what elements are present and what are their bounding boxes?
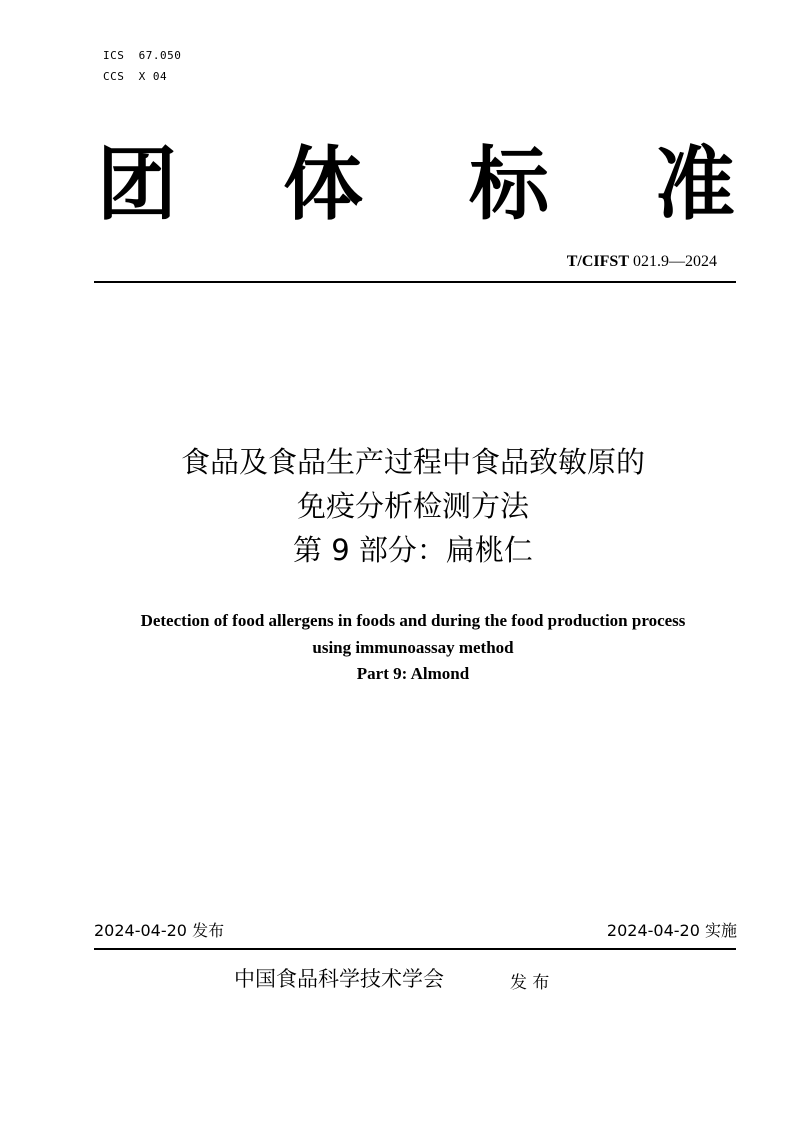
standard-prefix: T/CIFST	[566, 253, 629, 270]
title-en-line-1: Detection of food allergens in foods and during the food production process	[140, 611, 686, 630]
publisher-label: 发 布	[510, 973, 550, 993]
title-zh-line-3: 第 9 部分：扁桃仁	[293, 533, 533, 567]
standard-code: 021.9—2024	[629, 253, 717, 270]
implementation-date: 2024-04-20 实施	[606, 921, 737, 940]
publisher-name: 中国食品科学技术学会	[234, 967, 444, 991]
title-zh-line-2: 免疫分析检测方法	[296, 489, 529, 523]
issue-date: 2024-04-20 发布	[94, 921, 225, 940]
title-en-line-2: using immunoassay method	[312, 637, 514, 657]
header-rule	[94, 281, 736, 283]
doc-type-char-4: 准	[655, 138, 735, 231]
title-zh-line-1: 食品及食品生产过程中食品致敏原的	[180, 445, 645, 479]
ics-code: ICS 67.050	[103, 49, 182, 62]
doc-type-char-3: 标	[469, 138, 549, 231]
standard-number	[567, 253, 717, 271]
ccs-code: CCS X 04	[103, 70, 168, 83]
doc-type-char-2: 体	[283, 138, 363, 231]
footer-rule	[94, 948, 736, 950]
title-en-line-3: Part 9: Almond	[356, 664, 470, 683]
title-english	[0, 608, 793, 688]
title-chinese	[0, 440, 793, 572]
classification-codes	[103, 45, 181, 87]
doc-type-char-1: 团	[97, 138, 177, 231]
